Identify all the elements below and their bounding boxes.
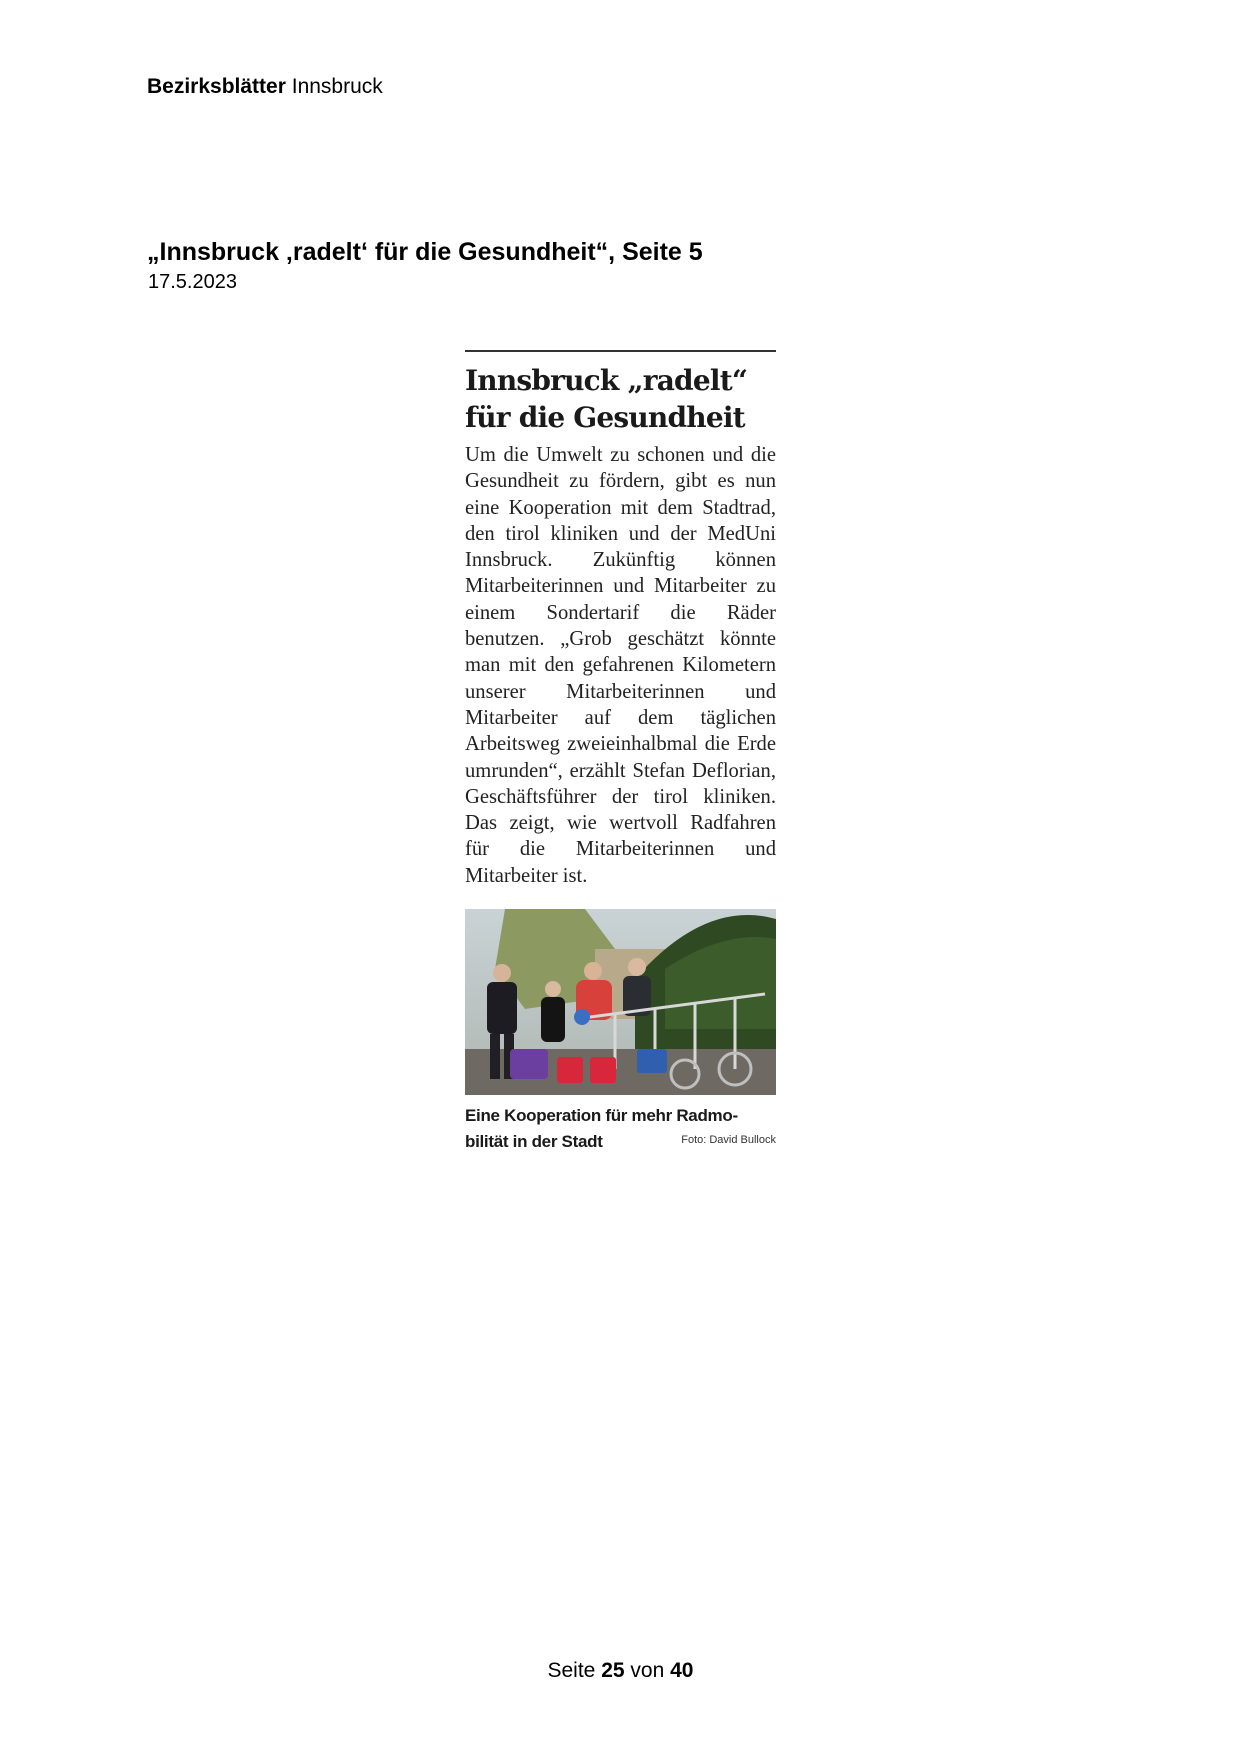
photo-caption-line-2: bilität in der Stadt	[465, 1132, 603, 1152]
photo-bike-basket-purple	[510, 1049, 548, 1079]
footer-current-page: 25	[601, 1659, 625, 1682]
clipping-headline	[465, 362, 776, 436]
footer-total-pages: 40	[670, 1659, 694, 1682]
newspaper-clipping	[465, 350, 776, 1161]
photo-bike-basket-blue	[637, 1049, 667, 1073]
clipping-headline-line-1: Innsbruck „radelt“	[465, 364, 748, 397]
clipping-body-text: Um die Umwelt zu schonen und die Gesundheit zu fördern, gibt es nun eine Kooperation mit dem Stadtrad, den tirol kliniken und der MedUni Innsbruck. Zukünftig können Mitarbeiterinnen und Mitarbeiter zu einem Sondertarif die Räder benutzen. „Grob geschätzt könnte man mit den gefahrenen Kilometern unserer Mitarbeiterinnen und Mitarbeiter auf dem täglichen Arbeitsweg zweieinhalbmal die Erde umrunden“, erzählt Stefan Deflorian, Geschäftsführer der tirol kliniken. Das zeigt, wie wertvoll Radfahren für die Mitarbeiterinnen und Mitarbeiter ist.	[465, 444, 776, 887]
photo-bike-basket-red-1	[557, 1057, 583, 1083]
photo-caption-row	[465, 1103, 776, 1161]
document-header	[147, 74, 383, 100]
photo-credit: Foto: David Bullock	[681, 1134, 776, 1147]
photo-caption-line-1: Eine Kooperation für mehr Radmo-	[465, 1106, 738, 1126]
photo-helmet	[574, 1009, 590, 1025]
clipping-top-rule	[465, 350, 776, 352]
footer-separator: von	[630, 1659, 665, 1682]
page-footer	[0, 1658, 1241, 1684]
clipping-photo	[465, 909, 776, 1095]
publication-region: Innsbruck	[291, 75, 383, 98]
publication-name: Bezirksblätter	[147, 75, 286, 98]
article-date: 17.5.2023	[148, 271, 237, 293]
photo-bike-basket-red-2	[590, 1057, 616, 1083]
clipping-headline-line-2: für die Gesundheit	[465, 401, 745, 434]
footer-prefix: Seite	[547, 1659, 596, 1682]
article-title: „Innsbruck ‚radelt‘ für die Gesundheit“, Seite 5	[147, 238, 703, 266]
photo-caption	[465, 1103, 776, 1155]
